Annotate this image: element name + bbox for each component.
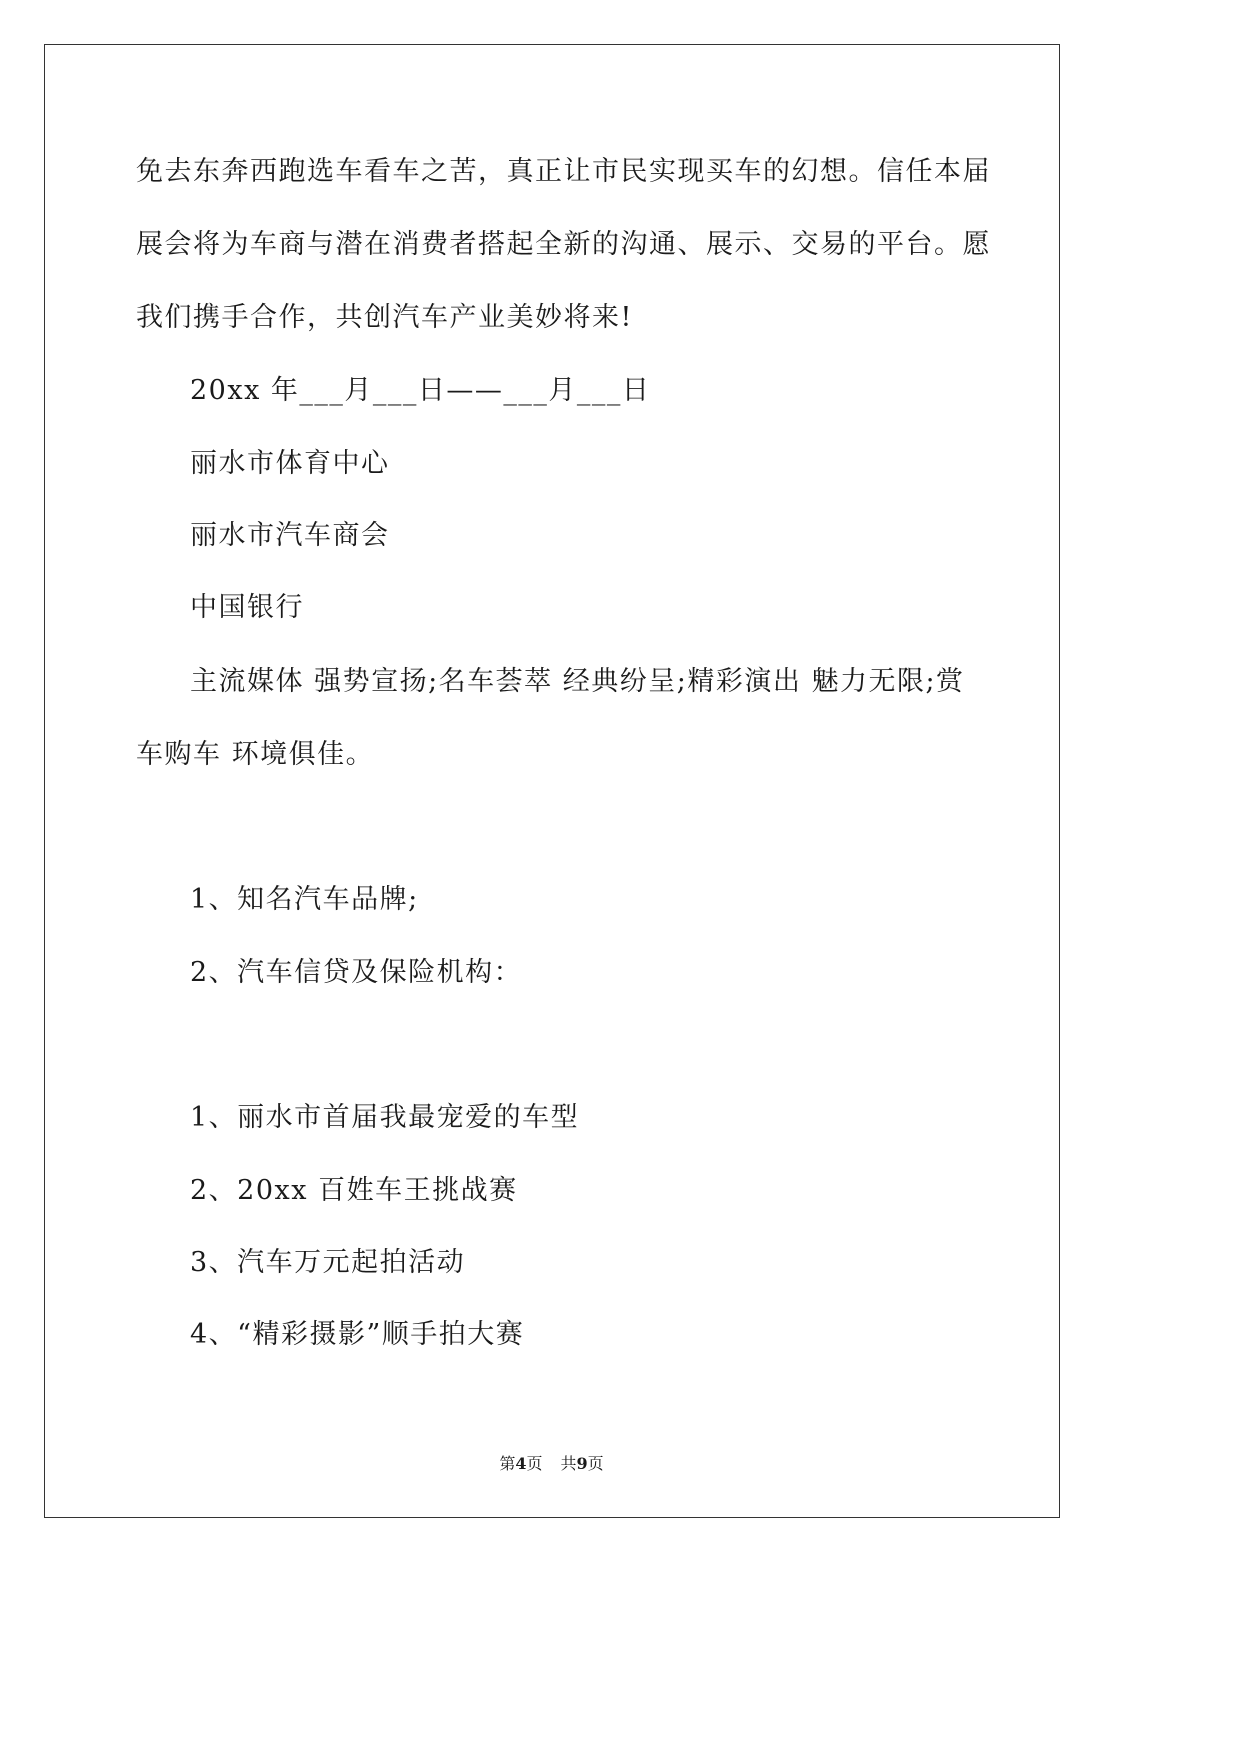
footer-total-suffix: 页 [587, 1454, 604, 1473]
footer-total-prefix: 共 [560, 1454, 577, 1473]
footer-page-number: 4 [515, 1454, 527, 1473]
page-footer [0, 1454, 1103, 1474]
page-border [44, 44, 1060, 1518]
date-line: 20xx 年___月___日——___月___日 [190, 375, 651, 406]
activity-item-2: 2、20xx 百姓车王挑战赛 [190, 1175, 518, 1206]
activity-item-4: 4、“精彩摄影”顺手拍大赛 [190, 1319, 525, 1350]
footer-page-suffix: 页 [526, 1454, 543, 1473]
exhibitor-item-2: 2、汽车信贷及保险机构： [190, 957, 523, 988]
activity-item-1: 1、丽水市首届我最宠爱的车型 [190, 1102, 580, 1133]
paragraph-line-3: 我们携手合作，共创汽车产业美妙将来! [136, 302, 633, 333]
exhibitor-item-1: 1、知名汽车品牌; [190, 884, 419, 915]
paragraph-line-1: 免去东奔西跑选车看车之苦，真正让市民实现买车的幻想。信任本届 [136, 156, 991, 187]
highlights-line-2: 车购车 环境俱佳。 [136, 739, 375, 770]
footer-total-pages: 9 [576, 1454, 588, 1473]
activity-item-3: 3、汽车万元起拍活动 [190, 1247, 466, 1278]
footer-prefix: 第 [499, 1454, 516, 1473]
paragraph-line-2: 展会将为车商与潜在消费者搭起全新的沟通、展示、交易的平台。愿 [136, 229, 991, 260]
organizer-3: 中国银行 [190, 592, 304, 623]
highlights-line-1: 主流媒体 强势宣扬;名车荟萃 经典纷呈;精彩演出 魅力无限;赏 [190, 666, 965, 697]
organizer-2: 丽水市汽车商会 [190, 520, 390, 551]
organizer-1: 丽水市体育中心 [190, 448, 390, 479]
